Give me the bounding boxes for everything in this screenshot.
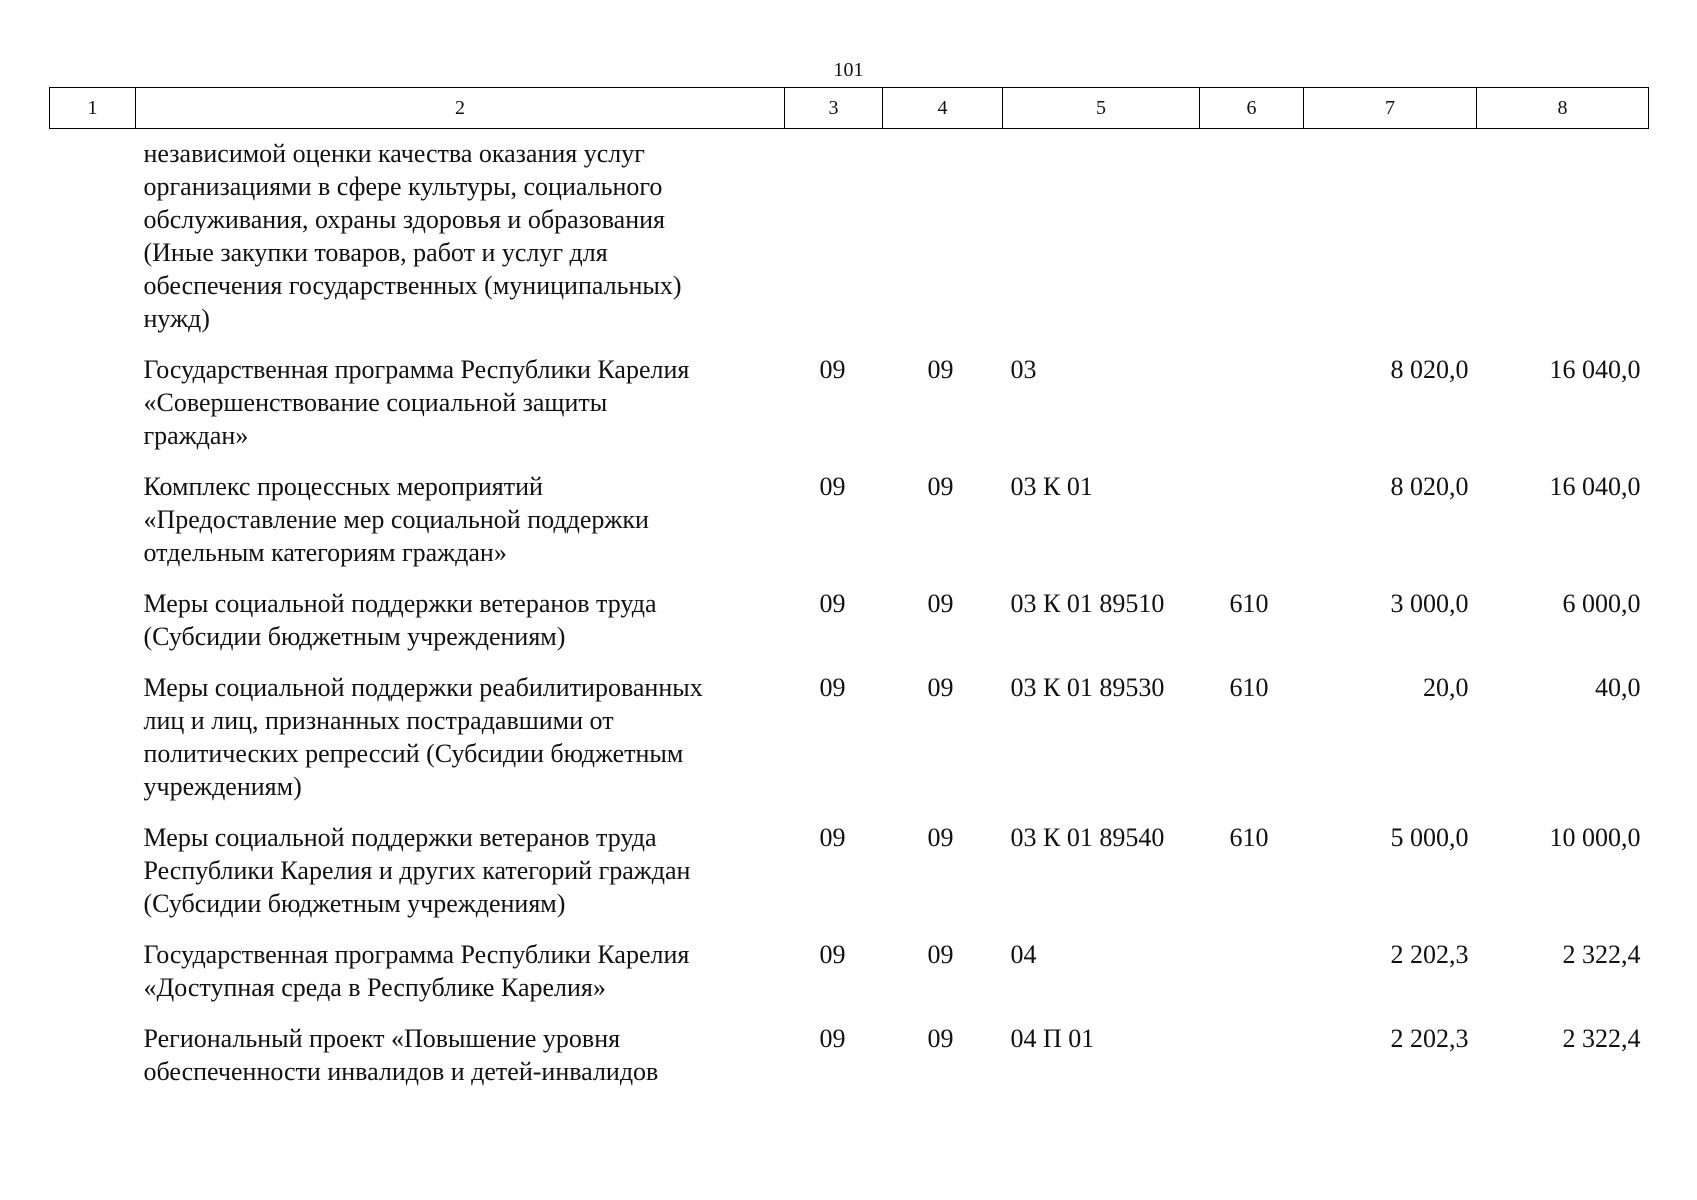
amount-year-2-cell <box>1477 129 1649 354</box>
description-line: политических репрессий (Субсидии бюджетным <box>143 739 684 768</box>
amount-year-1-cell: 20,0 <box>1423 673 1469 702</box>
amount-year-1-cell: 8 020,0 <box>1390 355 1469 384</box>
row-description-cell <box>136 821 785 938</box>
description-line: нужд) <box>143 304 210 333</box>
description-line: Региональный проект «Повышение уровня <box>143 1024 621 1053</box>
expense-type-cell <box>1200 353 1304 470</box>
row-description-cell <box>136 1022 785 1106</box>
section-code-cell: 09 <box>819 940 846 969</box>
row-number-cell <box>50 671 136 821</box>
column-header-4: 4 <box>883 88 1003 129</box>
section-code-cell: 09 <box>819 472 846 501</box>
amount-year-2-cell: 40,0 <box>1595 673 1641 702</box>
column-header-2: 2 <box>136 88 785 129</box>
description-line: (Субсидии бюджетным учреждениям) <box>143 889 566 918</box>
target-article-cell <box>1003 129 1200 354</box>
row-number-cell <box>50 353 136 470</box>
description-line: граждан» <box>143 421 249 450</box>
amount-year-2-cell: 2 322,4 <box>1562 940 1641 969</box>
expense-type-cell <box>1200 129 1304 354</box>
column-header-3: 3 <box>785 88 883 129</box>
description-line: Государственная программа Республики Карелия <box>143 940 690 969</box>
description-line: Республики Карелия и других категорий граждан <box>143 856 691 885</box>
description-line: «Предоставление мер социальной поддержки <box>143 505 649 534</box>
page-number: 101 <box>833 59 864 81</box>
column-header-7: 7 <box>1304 88 1477 129</box>
row-number-cell <box>50 470 136 587</box>
row-number-cell <box>50 1022 136 1106</box>
target-article-cell: 04 <box>1010 940 1037 969</box>
description-line: «Совершенствование социальной защиты <box>143 388 608 417</box>
expense-type-cell: 610 <box>1229 823 1269 852</box>
description-line: (Субсидии бюджетным учреждениям) <box>143 622 566 651</box>
description-line: Меры социальной поддержки ветеранов труда <box>143 589 657 618</box>
target-article-cell: 03 К 01 89530 <box>1010 673 1165 702</box>
expense-type-cell <box>1200 470 1304 587</box>
target-article-cell: 04 П 01 <box>1010 1024 1095 1053</box>
table-row <box>50 671 1649 821</box>
row-description-cell <box>136 938 785 1022</box>
table-row <box>50 470 1649 587</box>
subsection-code-cell: 09 <box>927 940 954 969</box>
section-code-cell: 09 <box>819 673 846 702</box>
target-article-cell: 03 К 01 <box>1010 472 1093 501</box>
amount-year-2-cell: 2 322,4 <box>1562 1024 1641 1053</box>
amount-year-2-cell: 16 040,0 <box>1549 472 1641 501</box>
amount-year-2-cell: 16 040,0 <box>1549 355 1641 384</box>
description-line: лиц и лиц, признанных пострадавшими от <box>143 706 614 735</box>
description-line: Меры социальной поддержки реабилитированных <box>143 673 703 702</box>
amount-year-2-cell: 10 000,0 <box>1549 823 1641 852</box>
description-line: Меры социальной поддержки ветеранов труда <box>143 823 657 852</box>
description-line: обслуживания, охраны здоровья и образования <box>143 205 665 234</box>
row-description-cell <box>136 129 785 354</box>
table-row <box>50 129 1649 354</box>
row-number-cell <box>50 129 136 354</box>
row-number-cell <box>50 938 136 1022</box>
section-code-cell: 09 <box>819 823 846 852</box>
subsection-code-cell: 09 <box>927 355 954 384</box>
expense-type-cell: 610 <box>1229 589 1269 618</box>
column-number-header-row <box>50 88 1649 129</box>
description-line: Государственная программа Республики Карелия <box>143 355 690 384</box>
description-line: обеспечения государственных (муниципальных) <box>143 271 682 300</box>
description-line: независимой оценки качества оказания услуг <box>143 139 645 168</box>
description-line: организациями в сфере культуры, социального <box>143 172 663 201</box>
subsection-code-cell: 09 <box>927 472 954 501</box>
row-number-cell <box>50 821 136 938</box>
description-line: (Иные закупки товаров, работ и услуг для <box>143 238 608 267</box>
expense-type-cell <box>1200 938 1304 1022</box>
subsection-code-cell: 09 <box>927 823 954 852</box>
table-row <box>50 821 1649 938</box>
subsection-code-cell: 09 <box>927 673 954 702</box>
row-description-cell <box>136 470 785 587</box>
amount-year-1-cell: 3 000,0 <box>1390 589 1469 618</box>
description-line: обеспеченности инвалидов и детей-инвалидов <box>143 1057 659 1086</box>
column-header-5: 5 <box>1003 88 1200 129</box>
table-row <box>50 353 1649 470</box>
section-code-cell: 09 <box>819 1024 846 1053</box>
expense-type-cell <box>1200 1022 1304 1106</box>
amount-year-1-cell: 8 020,0 <box>1390 472 1469 501</box>
description-line: отдельным категориям граждан» <box>143 538 507 567</box>
subsection-code-cell: 09 <box>927 1024 954 1053</box>
row-description-cell <box>136 671 785 821</box>
target-article-cell: 03 <box>1010 355 1037 384</box>
column-header-6: 6 <box>1200 88 1304 129</box>
row-description-cell <box>136 587 785 671</box>
amount-year-2-cell: 6 000,0 <box>1562 589 1641 618</box>
section-code-cell: 09 <box>819 589 846 618</box>
subsection-code-cell: 09 <box>927 589 954 618</box>
amount-year-1-cell <box>1304 129 1477 354</box>
description-line: Комплекс процессных мероприятий <box>143 472 543 501</box>
amount-year-1-cell: 5 000,0 <box>1390 823 1469 852</box>
row-number-cell <box>50 587 136 671</box>
description-line: «Доступная среда в Республике Карелия» <box>143 973 606 1002</box>
table-row <box>50 587 1649 671</box>
section-code-cell: 09 <box>819 355 846 384</box>
subsection-code-cell <box>883 129 1003 354</box>
amount-year-1-cell: 2 202,3 <box>1390 940 1469 969</box>
description-line: учреждениям) <box>143 772 302 801</box>
table-row <box>50 1022 1649 1106</box>
target-article-cell: 03 К 01 89510 <box>1010 589 1165 618</box>
section-code-cell <box>785 129 883 354</box>
target-article-cell: 03 К 01 89540 <box>1010 823 1165 852</box>
table-row <box>50 938 1649 1022</box>
column-header-8: 8 <box>1477 88 1649 129</box>
column-header-1: 1 <box>50 88 136 129</box>
expense-type-cell: 610 <box>1229 673 1269 702</box>
row-description-cell <box>136 353 785 470</box>
budget-table <box>49 87 1649 1106</box>
amount-year-1-cell: 2 202,3 <box>1390 1024 1469 1053</box>
